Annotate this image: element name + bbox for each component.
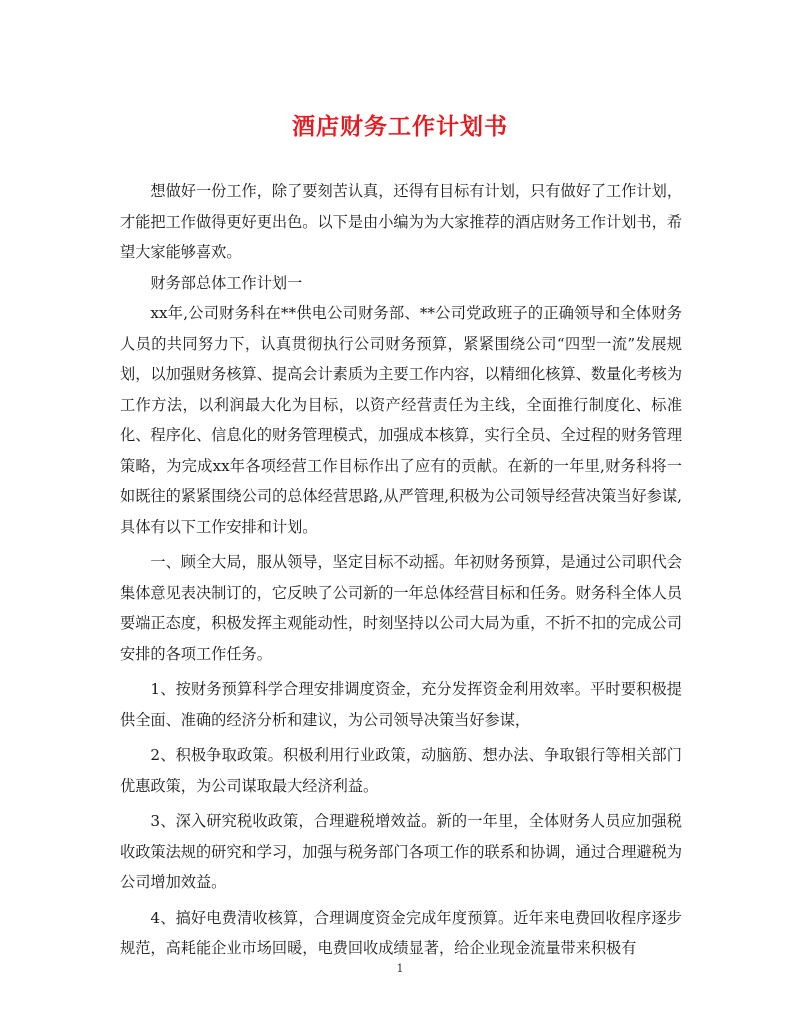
- item-3-paragraph: 3、深入研究税收政策，合理避税增效益。新的一年里，全体财务人员应加强税收政策法规的研究和学习，加强与税务部门各项工作的联系和协调，通过合理避税为公司增加效益。: [120, 812, 682, 891]
- document-body: [120, 176, 682, 964]
- intro-paragraph: 想做好一份工作，除了要刻苦认真，还得有目标有计划，只有做好了工作计划，才能把工作做得更好更出色。以下是由小编为为大家推荐的酒店财务工作计划书，希望大家能够喜欢。: [120, 182, 682, 261]
- point-one-paragraph: 一、顾全大局，服从领导，坚定目标不动摇。年初财务预算，是通过公司职代会集体意见表决制订的，它反映了公司新的一年总体经营目标和任务。财务科全体人员要端正态度，积极发挥主观能动性，时刻坚持以公司大局为重，不折不扣的完成公司安排的各项工作任务。: [120, 553, 682, 663]
- document-title: 酒店财务工作计划书: [292, 113, 508, 140]
- item-2-paragraph: 2、积极争取政策。积极利用行业政策，动脑筋、想办法、争取银行等相关部门优惠政策，为公司谋取最大经济利益。: [120, 746, 682, 795]
- section-heading: 财务部总体工作计划一: [150, 273, 303, 292]
- item-1-paragraph: 1、按财务预算科学合理安排调度资金，充分发挥资金利用效率。平时要积极提供全面、准确的经济分析和建议，为公司领导决策当好参谋，: [120, 680, 682, 729]
- item-4-paragraph: 4、搞好电费清收核算，合理调度资金完成年度预算。近年来电费回收程序逐步规范，高耗能企业市场回暖，电费回收成绩显著，给企业现金流量带来积极有: [120, 908, 682, 957]
- overview-paragraph: xx年,公司财务科在**供电公司财务部、**公司党政班子的正确领导和全体财务人员的共同努力下，认真贯彻执行公司财务预算，紧紧围绕公司“四型一流”发展规划，以加强财务核算、提高会计素质为主要工作内容，以精细化核算、数量化考核为工作方法，以利润最大化为目标，以资产经营责任为主线，全面推行制度化、标准化、程序化、信息化的财务管理模式，加强成本核算，实行全员、全过程的财务管理策略，为完成xx年各项经营工作目标作出了应有的贡献。在新的一年里,财务科将一如既往的紧紧围绕公司的总体经营思路,从严管理,积极为公司领导经营决策当好参谋,具体有以下工作安排和计划。: [120, 304, 682, 536]
- page-number: 1: [396, 962, 404, 975]
